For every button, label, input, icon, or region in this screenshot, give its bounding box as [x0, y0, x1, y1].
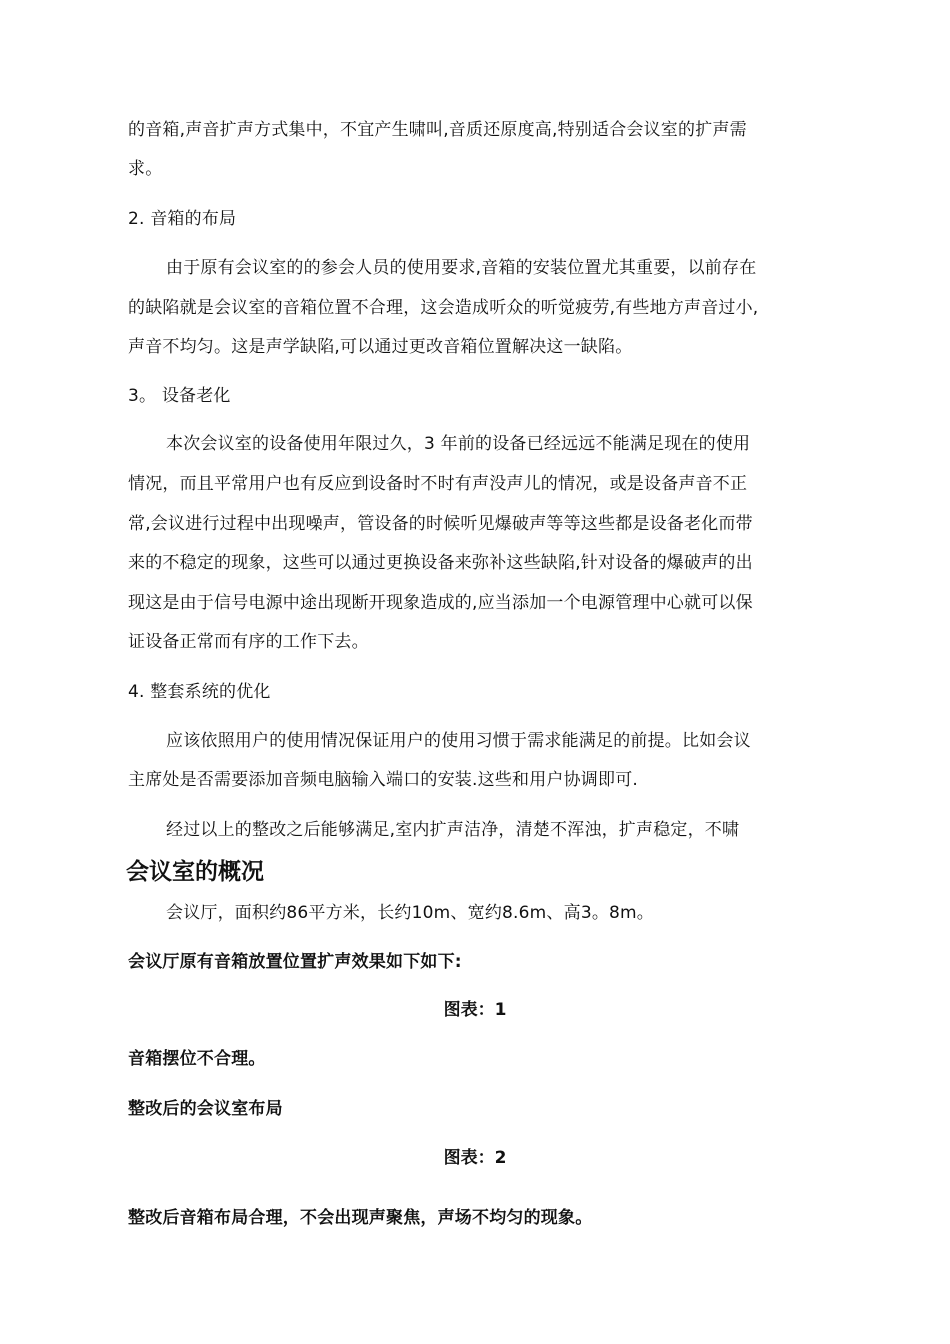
figure-1-label: 图表：1: [443, 1000, 507, 1020]
section4-line-1: 应该依照用户的使用情况保证用户的使用习惯于需求能满足的前提。比如会议: [166, 731, 751, 751]
section3-line-3: 常,会议进行过程中出现噪声，管设备的时候听见爆破声等等这些都是设备老化而带: [128, 514, 753, 534]
section4-heading: 4. 整套系统的优化: [128, 682, 271, 702]
intro-line-1: 的音箱,声音扩声方式集中，不宜产生啸叫,音质还原度高,特别适合会议室的扩声需: [128, 120, 747, 140]
section4-line-2: 主席处是否需要添加音频电脑输入端口的安装.这些和用户协调即可.: [128, 770, 639, 790]
figure-2-note: 整改后音箱布局合理，不会出现声聚焦，声场不均匀的现象。: [128, 1208, 593, 1228]
section3-line-2: 情况，而且平常用户也有反应到设备时不时有声没声儿的情况，或是设备声音不正: [128, 474, 748, 494]
figure-1-note: 音箱摆位不合理。: [128, 1049, 266, 1069]
section2-line-3: 声音不均匀。这是声学缺陷,可以通过更改音箱位置解决这一缺陷。: [128, 337, 633, 357]
layout-after-caption: 整改后的会议室布局: [128, 1099, 283, 1119]
section3-line-1: 本次会议室的设备使用年限过久，3 年前的设备已经远远不能满足现在的使用: [166, 434, 751, 454]
figure-2-label: 图表：2: [443, 1148, 507, 1168]
section2-line-2: 的缺陷就是会议室的音箱位置不合理，这会造成听众的听觉疲劳,有些地方声音过小,: [128, 298, 759, 318]
section3-line-4: 来的不稳定的现象，这些可以通过更换设备来弥补这些缺陷,针对设备的爆破声的出: [128, 553, 753, 573]
section3-line-6: 证设备正常而有序的工作下去。: [128, 632, 369, 652]
original-effect-caption: 会议厅原有音箱放置位置扩声效果如下如下:: [128, 952, 462, 972]
intro-line-2: 求。: [128, 159, 163, 179]
section2-line-1: 由于原有会议室的的参会人员的使用要求,音箱的安装位置尤其重要，以前存在: [166, 258, 757, 278]
section2-heading: 2. 音箱的布局: [128, 209, 237, 229]
section4-closing: 经过以上的整改之后能够满足,室内扩声洁净，清楚不浑浊，扩声稳定，不啸: [166, 820, 740, 840]
overview-dimensions: 会议厅，面积约86平方米，长约10m、宽约8.6m、高3。8m。: [166, 903, 655, 923]
section3-line-5: 现这是由于信号电源中途出现断开现象造成的,应当添加一个电源管理中心就可以保: [128, 593, 753, 613]
section3-heading: 3。 设备老化: [128, 386, 231, 406]
overview-title: 会议室的概况: [126, 859, 264, 885]
